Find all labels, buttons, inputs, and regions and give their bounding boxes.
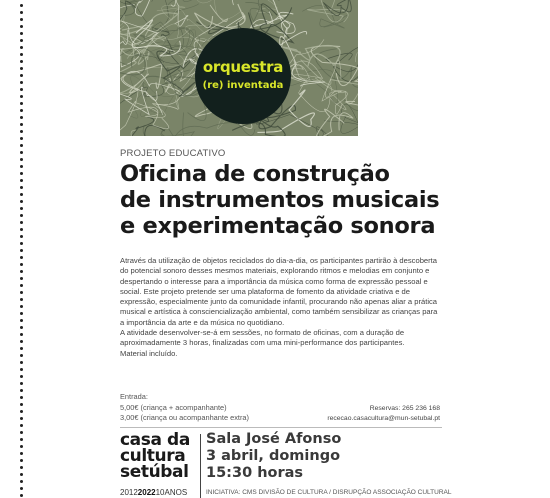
perforation-dot [20, 298, 23, 301]
perforation-dot [20, 459, 23, 462]
perforation-dot [20, 102, 23, 105]
perforation-dot [20, 270, 23, 273]
credits-line: INICIATIVA: CMS DIVISÃO DE CULTURA / DISRUPÇÃO ASSOCIAÇÃO CULTURAL [206, 489, 452, 496]
title-line-2: de instrumentos musicais [120, 187, 440, 213]
artwork-line [195, 4, 246, 28]
divider [120, 427, 442, 428]
perforation-dot [20, 88, 23, 91]
contact-info [320, 404, 440, 424]
section-label: PROJETO EDUCATIVO [120, 148, 226, 159]
description-paragraph-2: A atividade desenvolver-se-á em sessões, no formato de oficinas, com a duração de aproximadamente 3 horas, finalizadas com uma mini-performance dos participantes. [120, 328, 405, 348]
logo-line-2: (re) inventada [202, 80, 284, 91]
perforation-dot [20, 249, 23, 252]
year-start: 2012 [120, 488, 138, 497]
description-paragraph-1: Através da utilização de objetos reciclados do dia-a-dia, os participantes partirão à descoberta do potencial sonoro desses mesmos materiais, explorando ritmos e melodias em conjunto e despertando o interesse para a importância da música como forma de expressão pessoal e social. Este projeto pretende ser uma plataforma de fomento da atividade criativa e de expressão, especialmente junto da comunidade infantil, procurando não apenas aliar a prática musical e artística à consciencialização ambiental, como também sensibilizar as crianças para a importância da arte e da música no quotidiano. [120, 256, 438, 327]
perforation-dot [20, 480, 23, 483]
perforation-dot [20, 137, 23, 140]
artwork-line [131, 76, 174, 114]
perforation-dot [20, 39, 23, 42]
perforation-dot [20, 284, 23, 287]
perforation-dot [20, 291, 23, 294]
perforation-dot [20, 165, 23, 168]
perforation-dot [20, 452, 23, 455]
brand-line-3: setúbal [120, 462, 189, 482]
artwork-line [229, 0, 277, 13]
perforation-dot [20, 438, 23, 441]
perforation-dot [20, 60, 23, 63]
perforation-dot [20, 305, 23, 308]
price-extra: 3,00€ (criança ou acompanhante extra) [120, 413, 250, 422]
perforation-dot [20, 347, 23, 350]
perforation-dot [20, 466, 23, 469]
perforation-dot [20, 32, 23, 35]
orquestra-logo [195, 28, 291, 124]
perforation-dot [20, 95, 23, 98]
perforation-dot [20, 116, 23, 119]
perforation-dot [20, 445, 23, 448]
perforation-dot [20, 200, 23, 203]
perforation-dot [20, 158, 23, 161]
perforation-dot [20, 277, 23, 280]
perforation-dot [20, 354, 23, 357]
perforation-dot [20, 25, 23, 28]
entry-label: Entrada: [120, 392, 148, 401]
entry-prices [120, 392, 249, 424]
perforation-dot [20, 263, 23, 266]
perforation-dot [20, 368, 23, 371]
event-date: 3 abril, domingo [206, 448, 341, 464]
page-title [120, 161, 540, 239]
event-venue: Sala José Afonso [206, 431, 342, 447]
perforation-dot [20, 18, 23, 21]
perforation-dot [20, 109, 23, 112]
perforation-dot [20, 81, 23, 84]
perforated-edge [0, 0, 30, 498]
artwork-line [322, 86, 346, 110]
perforation-dot [20, 431, 23, 434]
price-child-companion: 5,00€ (criança + acompanhante) [120, 402, 227, 412]
perforation-dot [20, 340, 23, 343]
logo-line-1: orquestra [202, 58, 284, 76]
artwork-line [307, 0, 348, 22]
artwork-line [120, 101, 169, 135]
perforation-dot [20, 417, 23, 420]
brand-line-2: cultura [120, 446, 186, 466]
description [120, 256, 442, 359]
perforation-dot [20, 193, 23, 196]
perforation-dot [20, 424, 23, 427]
reservations-phone: Reservas: 265 236 168 [369, 405, 440, 412]
perforation-dot [20, 151, 23, 154]
perforation-dot [20, 326, 23, 329]
casa-da-cultura-logo [120, 432, 190, 480]
perforation-dot [20, 319, 23, 322]
perforation-dot [20, 228, 23, 231]
perforation-dot [20, 242, 23, 245]
perforation-dot [20, 389, 23, 392]
perforation-dot [20, 494, 23, 497]
title-line-1: Oficina de construção [120, 161, 390, 187]
perforation-dot [20, 473, 23, 476]
perforation-dot [20, 186, 23, 189]
perforation-dot [20, 179, 23, 182]
perforation-dot [20, 396, 23, 399]
perforation-dot [20, 235, 23, 238]
event-time: 15:30 horas [206, 465, 304, 481]
perforation-dot [20, 74, 23, 77]
artwork-line [167, 0, 213, 13]
title-line-3: e experimentação sonora [120, 213, 436, 239]
perforation-dot [20, 214, 23, 217]
perforation-dot [20, 312, 23, 315]
perforation-dot [20, 382, 23, 385]
perforation-dot [20, 410, 23, 413]
perforation-dot [20, 4, 23, 7]
perforation-dot [20, 403, 23, 406]
perforation-dot [20, 256, 23, 259]
event-details [206, 431, 341, 482]
perforation-dot [20, 221, 23, 224]
perforation-dot [20, 333, 23, 336]
perforation-dot [20, 487, 23, 490]
perforation-dot [20, 130, 23, 133]
perforation-dot [20, 11, 23, 14]
artwork-line [168, 123, 255, 136]
perforation-dot [20, 46, 23, 49]
perforation-dot [20, 375, 23, 378]
perforation-dot [20, 144, 23, 147]
perforation-dot [20, 123, 23, 126]
description-paragraph-3: Material incluído. [120, 348, 178, 358]
perforation-dot [20, 207, 23, 210]
perforation-dot [20, 67, 23, 70]
brand-line-1: casa da [120, 430, 190, 450]
perforation-dot [20, 361, 23, 364]
artwork-line [120, 0, 169, 29]
artwork-line [175, 0, 234, 26]
anniversary-label: 10ANOS [155, 488, 188, 497]
vertical-divider [200, 434, 201, 498]
perforation-dot [20, 53, 23, 56]
reservations-email[interactable]: rececao.casacultura@mun-setubal.pt [327, 415, 440, 422]
anniversary-mark [120, 488, 187, 497]
artwork-line [120, 0, 124, 30]
year-end: 2022 [137, 488, 156, 497]
perforation-dot [20, 172, 23, 175]
artwork-line [283, 45, 340, 66]
